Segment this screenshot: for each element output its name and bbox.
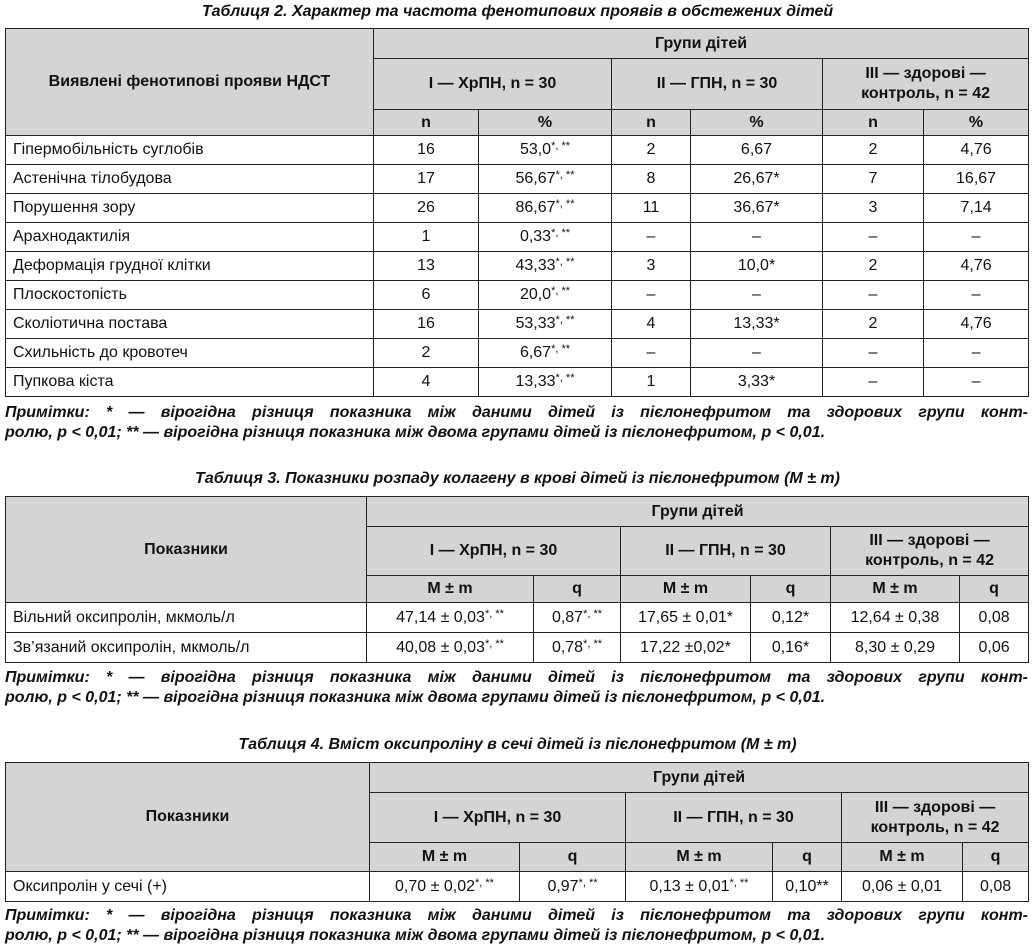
table2-group-2: II — ГПН, n = 30 bbox=[612, 59, 823, 110]
table-row bbox=[6, 252, 1029, 281]
group3-percent-value: – bbox=[971, 373, 981, 390]
group1-percent-significance: *, ** bbox=[555, 198, 575, 210]
table4-group-1: I — ХрПН, n = 30 bbox=[370, 793, 626, 843]
group1-mean-value: 0,70 ± 0,02 bbox=[395, 877, 475, 895]
group1-mean-value: 40,08 ± 0,03 bbox=[396, 638, 485, 656]
group2-n bbox=[612, 136, 691, 165]
group3-percent bbox=[924, 310, 1029, 339]
group2-percent-value: 36,67* bbox=[733, 199, 780, 216]
group2-percent-value: – bbox=[752, 344, 761, 361]
row-label bbox=[6, 223, 374, 252]
group3-n-value: 2 bbox=[868, 315, 878, 332]
row-label bbox=[6, 310, 374, 339]
group3-mean bbox=[831, 633, 960, 663]
row-label-value: Оксипролін у сечі (+) bbox=[13, 877, 167, 895]
table2-groups-header: Групи дітей bbox=[374, 29, 1029, 59]
table2-sub-pct: % bbox=[691, 110, 823, 136]
group3-mean bbox=[842, 872, 963, 902]
row-label-value: Вільний оксипролін, мкмоль/л bbox=[13, 608, 235, 626]
group1-q-value: 0,87 bbox=[551, 608, 584, 626]
table2-caption: Таблиця 2. Характер та частота фенотипових проявів в обстежених дітей bbox=[201, 3, 834, 20]
group1-n-value: 16 bbox=[417, 315, 435, 332]
group1-percent-value: 56,67 bbox=[515, 170, 556, 187]
table3-group-1: I — ХрПН, n = 30 bbox=[367, 527, 621, 576]
group3-percent bbox=[924, 136, 1029, 165]
group1-percent-significance: *, ** bbox=[555, 169, 575, 181]
group1-n bbox=[374, 223, 479, 252]
group2-q-value: 0,16* bbox=[771, 638, 810, 656]
group1-mean bbox=[367, 633, 534, 663]
table3-sub-mean: M ± m bbox=[831, 576, 960, 603]
table-row bbox=[6, 633, 1029, 663]
row-label bbox=[6, 281, 374, 310]
group2-n bbox=[612, 165, 691, 194]
group3-mean-value: 8,30 ± 0,29 bbox=[855, 638, 935, 656]
group2-n bbox=[612, 252, 691, 281]
group2-n bbox=[612, 223, 691, 252]
group3-percent-value: – bbox=[971, 286, 981, 303]
group1-n bbox=[374, 368, 479, 397]
group1-percent-value: 13,33 bbox=[515, 373, 556, 390]
table3-sub-q: q bbox=[960, 576, 1029, 603]
group3-n-value: 2 bbox=[868, 257, 878, 274]
group2-n-value: – bbox=[646, 344, 656, 361]
row-label bbox=[6, 633, 367, 663]
group3-percent-value: 7,14 bbox=[960, 199, 992, 216]
row-label bbox=[6, 603, 367, 633]
group3-n bbox=[823, 223, 924, 252]
group2-n-value: 11 bbox=[642, 199, 660, 216]
group2-n bbox=[612, 281, 691, 310]
table-row bbox=[6, 281, 1029, 310]
group1-mean-value: 47,14 ± 0,03 bbox=[396, 608, 485, 626]
group2-percent-value: 13,33* bbox=[733, 315, 780, 332]
group1-percent-significance: *, ** bbox=[555, 314, 575, 326]
group1-n bbox=[374, 310, 479, 339]
group1-n bbox=[374, 281, 479, 310]
group1-percent bbox=[479, 339, 612, 368]
group2-q-value: 0,10** bbox=[785, 877, 829, 895]
table-row bbox=[6, 310, 1029, 339]
group1-n-value: 17 bbox=[417, 170, 435, 187]
group2-mean-value: 17,65 ± 0,01* bbox=[637, 608, 734, 626]
row-label-value: Схильність до кровотеч bbox=[13, 344, 188, 361]
table4-group-3: III — здорові — контроль, n = 42 bbox=[842, 793, 1029, 843]
group2-percent bbox=[691, 281, 823, 310]
group1-percent bbox=[479, 252, 612, 281]
group2-percent bbox=[691, 368, 823, 397]
group3-mean-value: 0,06 ± 0,01 bbox=[862, 877, 942, 895]
group3-n bbox=[823, 165, 924, 194]
group2-n-value: 3 bbox=[646, 257, 656, 274]
group3-q-value: 0,06 bbox=[978, 638, 1010, 656]
group1-n-value: 13 bbox=[417, 257, 435, 274]
group1-n-value: 6 bbox=[421, 286, 431, 303]
group1-q-value: 0,78 bbox=[551, 638, 584, 656]
group1-mean-significance: *, ** bbox=[474, 876, 494, 889]
row-label-value: Сколіотична постава bbox=[13, 315, 168, 332]
group1-n-value: 26 bbox=[417, 199, 435, 216]
group2-n bbox=[612, 339, 691, 368]
group2-percent-value: – bbox=[752, 228, 761, 245]
group2-q bbox=[751, 603, 831, 633]
group2-mean bbox=[621, 603, 751, 633]
group2-n-value: – bbox=[646, 228, 656, 245]
table4-sub-mean: M ± m bbox=[370, 843, 520, 872]
group2-mean-value: 0,13 ± 0,01 bbox=[649, 877, 730, 895]
group3-mean bbox=[831, 603, 960, 633]
group3-n-value: 2 bbox=[868, 141, 878, 158]
table3 bbox=[5, 496, 1029, 663]
table2-note: Примітки: * — вірогідна різниця показника між даними дітей із пієлонефритом та здорових групи конт- ролю, p < 0,01; ** — вірогідна різниця показника між двома групами дітей із пієлонефритом, p < 0,01. bbox=[5, 404, 1028, 441]
group3-q bbox=[960, 603, 1029, 633]
table4-groups-header: Групи дітей bbox=[370, 763, 1029, 793]
group2-n-value: 2 bbox=[646, 141, 656, 158]
table-row bbox=[6, 223, 1029, 252]
row-label bbox=[6, 339, 374, 368]
group3-n bbox=[823, 194, 924, 223]
group1-mean bbox=[370, 872, 520, 902]
group3-percent-value: 4,76 bbox=[960, 141, 992, 158]
group3-n bbox=[823, 368, 924, 397]
table3-note: Примітки: * — вірогідна різниця показника між даними дітей із пієлонефритом та здорових групи конт- ролю, p < 0,01; ** — вірогідна різниця показника між двома групами дітей із пієлонефритом, p < 0,01. bbox=[5, 669, 1028, 706]
group1-q-significance: *, ** bbox=[583, 607, 603, 620]
group2-percent-value: 10,0* bbox=[737, 257, 776, 274]
table3-caption: Таблиця 3. Показники розпаду колагену в крові дітей із пієлонефритом (M ± m) bbox=[195, 470, 840, 487]
table-row bbox=[6, 165, 1029, 194]
table2-group-3: III — здорові — контроль, n = 42 bbox=[823, 59, 1029, 110]
group2-n-value: 1 bbox=[646, 373, 656, 390]
table3-groups-header: Групи дітей bbox=[367, 497, 1029, 527]
group1-percent-significance: *, ** bbox=[551, 343, 571, 355]
group2-mean bbox=[621, 633, 751, 663]
table3-sub-q: q bbox=[751, 576, 831, 603]
table2-row-header: Виявлені фенотипові прояви НДСТ bbox=[6, 29, 374, 136]
group1-n bbox=[374, 194, 479, 223]
group1-n-value: 2 bbox=[421, 344, 431, 361]
group2-q bbox=[773, 872, 842, 902]
table4-sub-q: q bbox=[773, 843, 842, 872]
group1-mean-significance: *, ** bbox=[484, 637, 504, 650]
group1-percent bbox=[479, 368, 612, 397]
table-row bbox=[6, 368, 1029, 397]
group3-percent-value: – bbox=[971, 228, 981, 245]
group2-n bbox=[612, 368, 691, 397]
table2-sub-n: n bbox=[823, 110, 924, 136]
group3-q-value: 0,08 bbox=[978, 608, 1010, 626]
group1-n bbox=[374, 339, 479, 368]
group1-q-significance: *, ** bbox=[583, 637, 603, 650]
table3-sub-mean: M ± m bbox=[621, 576, 751, 603]
group3-n-value: – bbox=[868, 344, 878, 361]
group2-q-value: 0,12* bbox=[771, 608, 810, 626]
row-label-value: Деформація грудної клітки bbox=[13, 257, 211, 274]
group1-percent-value: 6,67 bbox=[519, 344, 552, 361]
group2-percent-value: 26,67* bbox=[733, 170, 780, 187]
group1-percent-significance: *, ** bbox=[551, 140, 571, 152]
group3-n bbox=[823, 281, 924, 310]
table2-group-1: I — ХрПН, n = 30 bbox=[374, 59, 612, 110]
table-row bbox=[6, 194, 1029, 223]
group2-percent bbox=[691, 136, 823, 165]
group1-percent-value: 86,67 bbox=[515, 199, 556, 216]
table2-sub-pct: % bbox=[924, 110, 1029, 136]
group3-n bbox=[823, 310, 924, 339]
group1-percent-value: 53,33 bbox=[515, 315, 556, 332]
table3-group-3: III — здорові — контроль, n = 42 bbox=[831, 527, 1029, 576]
group3-n-value: – bbox=[868, 228, 878, 245]
group3-percent-value: – bbox=[971, 344, 981, 361]
group2-mean-value: 17,22 ±0,02* bbox=[640, 638, 731, 656]
group1-q bbox=[520, 872, 626, 902]
group2-n-value: – bbox=[646, 286, 656, 303]
group2-percent bbox=[691, 310, 823, 339]
group3-percent-value: 16,67 bbox=[956, 170, 997, 187]
group2-mean bbox=[626, 872, 773, 902]
group1-n bbox=[374, 252, 479, 281]
group2-n-value: 4 bbox=[646, 315, 656, 332]
row-label bbox=[6, 872, 370, 902]
table3-row-header: Показники bbox=[6, 497, 367, 603]
group2-n-value: 8 bbox=[646, 170, 656, 187]
row-label bbox=[6, 368, 374, 397]
table4-sub-q: q bbox=[963, 843, 1029, 872]
group1-percent bbox=[479, 310, 612, 339]
table4-sub-q: q bbox=[520, 843, 626, 872]
group3-percent bbox=[924, 339, 1029, 368]
table-row bbox=[6, 872, 1029, 902]
group3-mean-value: 12,64 ± 0,38 bbox=[850, 608, 940, 626]
row-label-value: Гіпермобільність суглобів bbox=[13, 141, 204, 158]
table4-group-2: II — ГПН, n = 30 bbox=[626, 793, 842, 843]
row-label-value: Пупкова кіста bbox=[13, 373, 114, 390]
group2-q bbox=[751, 633, 831, 663]
group1-percent-value: 20,0 bbox=[519, 286, 552, 303]
table4-sub-mean: M ± m bbox=[842, 843, 963, 872]
group3-percent-value: 4,76 bbox=[960, 257, 992, 274]
group1-n-value: 16 bbox=[417, 141, 435, 158]
group2-percent bbox=[691, 194, 823, 223]
row-label-value: Зв’язаний оксипролін, мкмоль/л bbox=[13, 638, 250, 656]
group2-n bbox=[612, 310, 691, 339]
group1-percent bbox=[479, 165, 612, 194]
group3-n bbox=[823, 339, 924, 368]
group2-percent bbox=[691, 252, 823, 281]
group1-percent bbox=[479, 194, 612, 223]
group1-percent bbox=[479, 223, 612, 252]
group2-mean-significance: *, ** bbox=[729, 876, 749, 889]
row-label bbox=[6, 194, 374, 223]
group1-q bbox=[534, 633, 621, 663]
table4-row-header: Показники bbox=[6, 763, 370, 872]
group1-percent-value: 0,33 bbox=[519, 228, 552, 245]
group2-percent bbox=[691, 223, 823, 252]
group1-n bbox=[374, 165, 479, 194]
group3-percent-value: 4,76 bbox=[960, 315, 992, 332]
group1-q-value: 0,97 bbox=[547, 877, 579, 895]
group3-n-value: – bbox=[868, 286, 878, 303]
group2-percent-value: 6,67 bbox=[740, 141, 773, 158]
group3-q-value: 0,08 bbox=[979, 877, 1012, 895]
row-label bbox=[6, 252, 374, 281]
table3-sub-mean: M ± m bbox=[367, 576, 534, 603]
row-label bbox=[6, 165, 374, 194]
group1-n-value: 1 bbox=[421, 228, 431, 245]
row-label-value: Порушення зору bbox=[13, 199, 136, 216]
group3-n-value: 3 bbox=[868, 199, 878, 216]
group1-q-significance: *, ** bbox=[578, 876, 598, 889]
group1-n-value: 4 bbox=[421, 373, 431, 390]
group3-n-value: – bbox=[868, 373, 878, 390]
table3-sub-q: q bbox=[534, 576, 621, 603]
group3-n-value: 7 bbox=[868, 170, 878, 187]
group1-percent-significance: *, ** bbox=[555, 372, 575, 384]
table4-sub-mean: M ± m bbox=[626, 843, 773, 872]
row-label bbox=[6, 136, 374, 165]
table2 bbox=[5, 28, 1029, 397]
group1-percent bbox=[479, 281, 612, 310]
group1-n bbox=[374, 136, 479, 165]
group3-percent bbox=[924, 194, 1029, 223]
table3-group-2: II — ГПН, n = 30 bbox=[621, 527, 831, 576]
group1-percent-significance: *, ** bbox=[551, 227, 571, 239]
group2-n bbox=[612, 194, 691, 223]
row-label-value: Астенічна тілобудова bbox=[13, 170, 172, 187]
group2-percent-value: – bbox=[752, 286, 761, 303]
group3-n bbox=[823, 252, 924, 281]
table2-sub-pct: % bbox=[479, 110, 612, 136]
group3-q bbox=[963, 872, 1029, 902]
group3-percent bbox=[924, 223, 1029, 252]
table-row bbox=[6, 603, 1029, 633]
group1-percent-significance: *, ** bbox=[551, 285, 571, 297]
table2-sub-n: n bbox=[612, 110, 691, 136]
table4-caption: Таблиця 4. Вміст оксипроліну в сечі дітей із пієлонефритом (M ± m) bbox=[238, 736, 797, 753]
row-label-value: Арахнодактилія bbox=[13, 228, 131, 245]
group2-percent-value: 3,33* bbox=[737, 373, 776, 390]
group2-percent bbox=[691, 165, 823, 194]
group3-n bbox=[823, 136, 924, 165]
group3-percent bbox=[924, 368, 1029, 397]
group3-percent bbox=[924, 252, 1029, 281]
group2-percent bbox=[691, 339, 823, 368]
group3-percent bbox=[924, 165, 1029, 194]
group1-mean-significance: *, ** bbox=[484, 607, 504, 620]
row-label-value: Плоскостопість bbox=[13, 286, 127, 303]
table4-note: Примітки: * — вірогідна різниця показника між даними дітей із пієлонефритом та здорових групи конт- ролю, p < 0,01; ** — вірогідна різниця показника між двома групами дітей із пієлонефритом, p < 0,01. bbox=[5, 907, 1028, 944]
group1-mean bbox=[367, 603, 534, 633]
table4 bbox=[5, 762, 1029, 902]
group1-percent bbox=[479, 136, 612, 165]
group1-percent-value: 53,0 bbox=[519, 141, 552, 158]
table2-sub-n: n bbox=[374, 110, 479, 136]
group1-q bbox=[534, 603, 621, 633]
group1-percent-significance: *, ** bbox=[555, 256, 575, 268]
group1-percent-value: 43,33 bbox=[515, 257, 556, 274]
table-row bbox=[6, 136, 1029, 165]
group3-q bbox=[960, 633, 1029, 663]
group3-percent bbox=[924, 281, 1029, 310]
table-row bbox=[6, 339, 1029, 368]
